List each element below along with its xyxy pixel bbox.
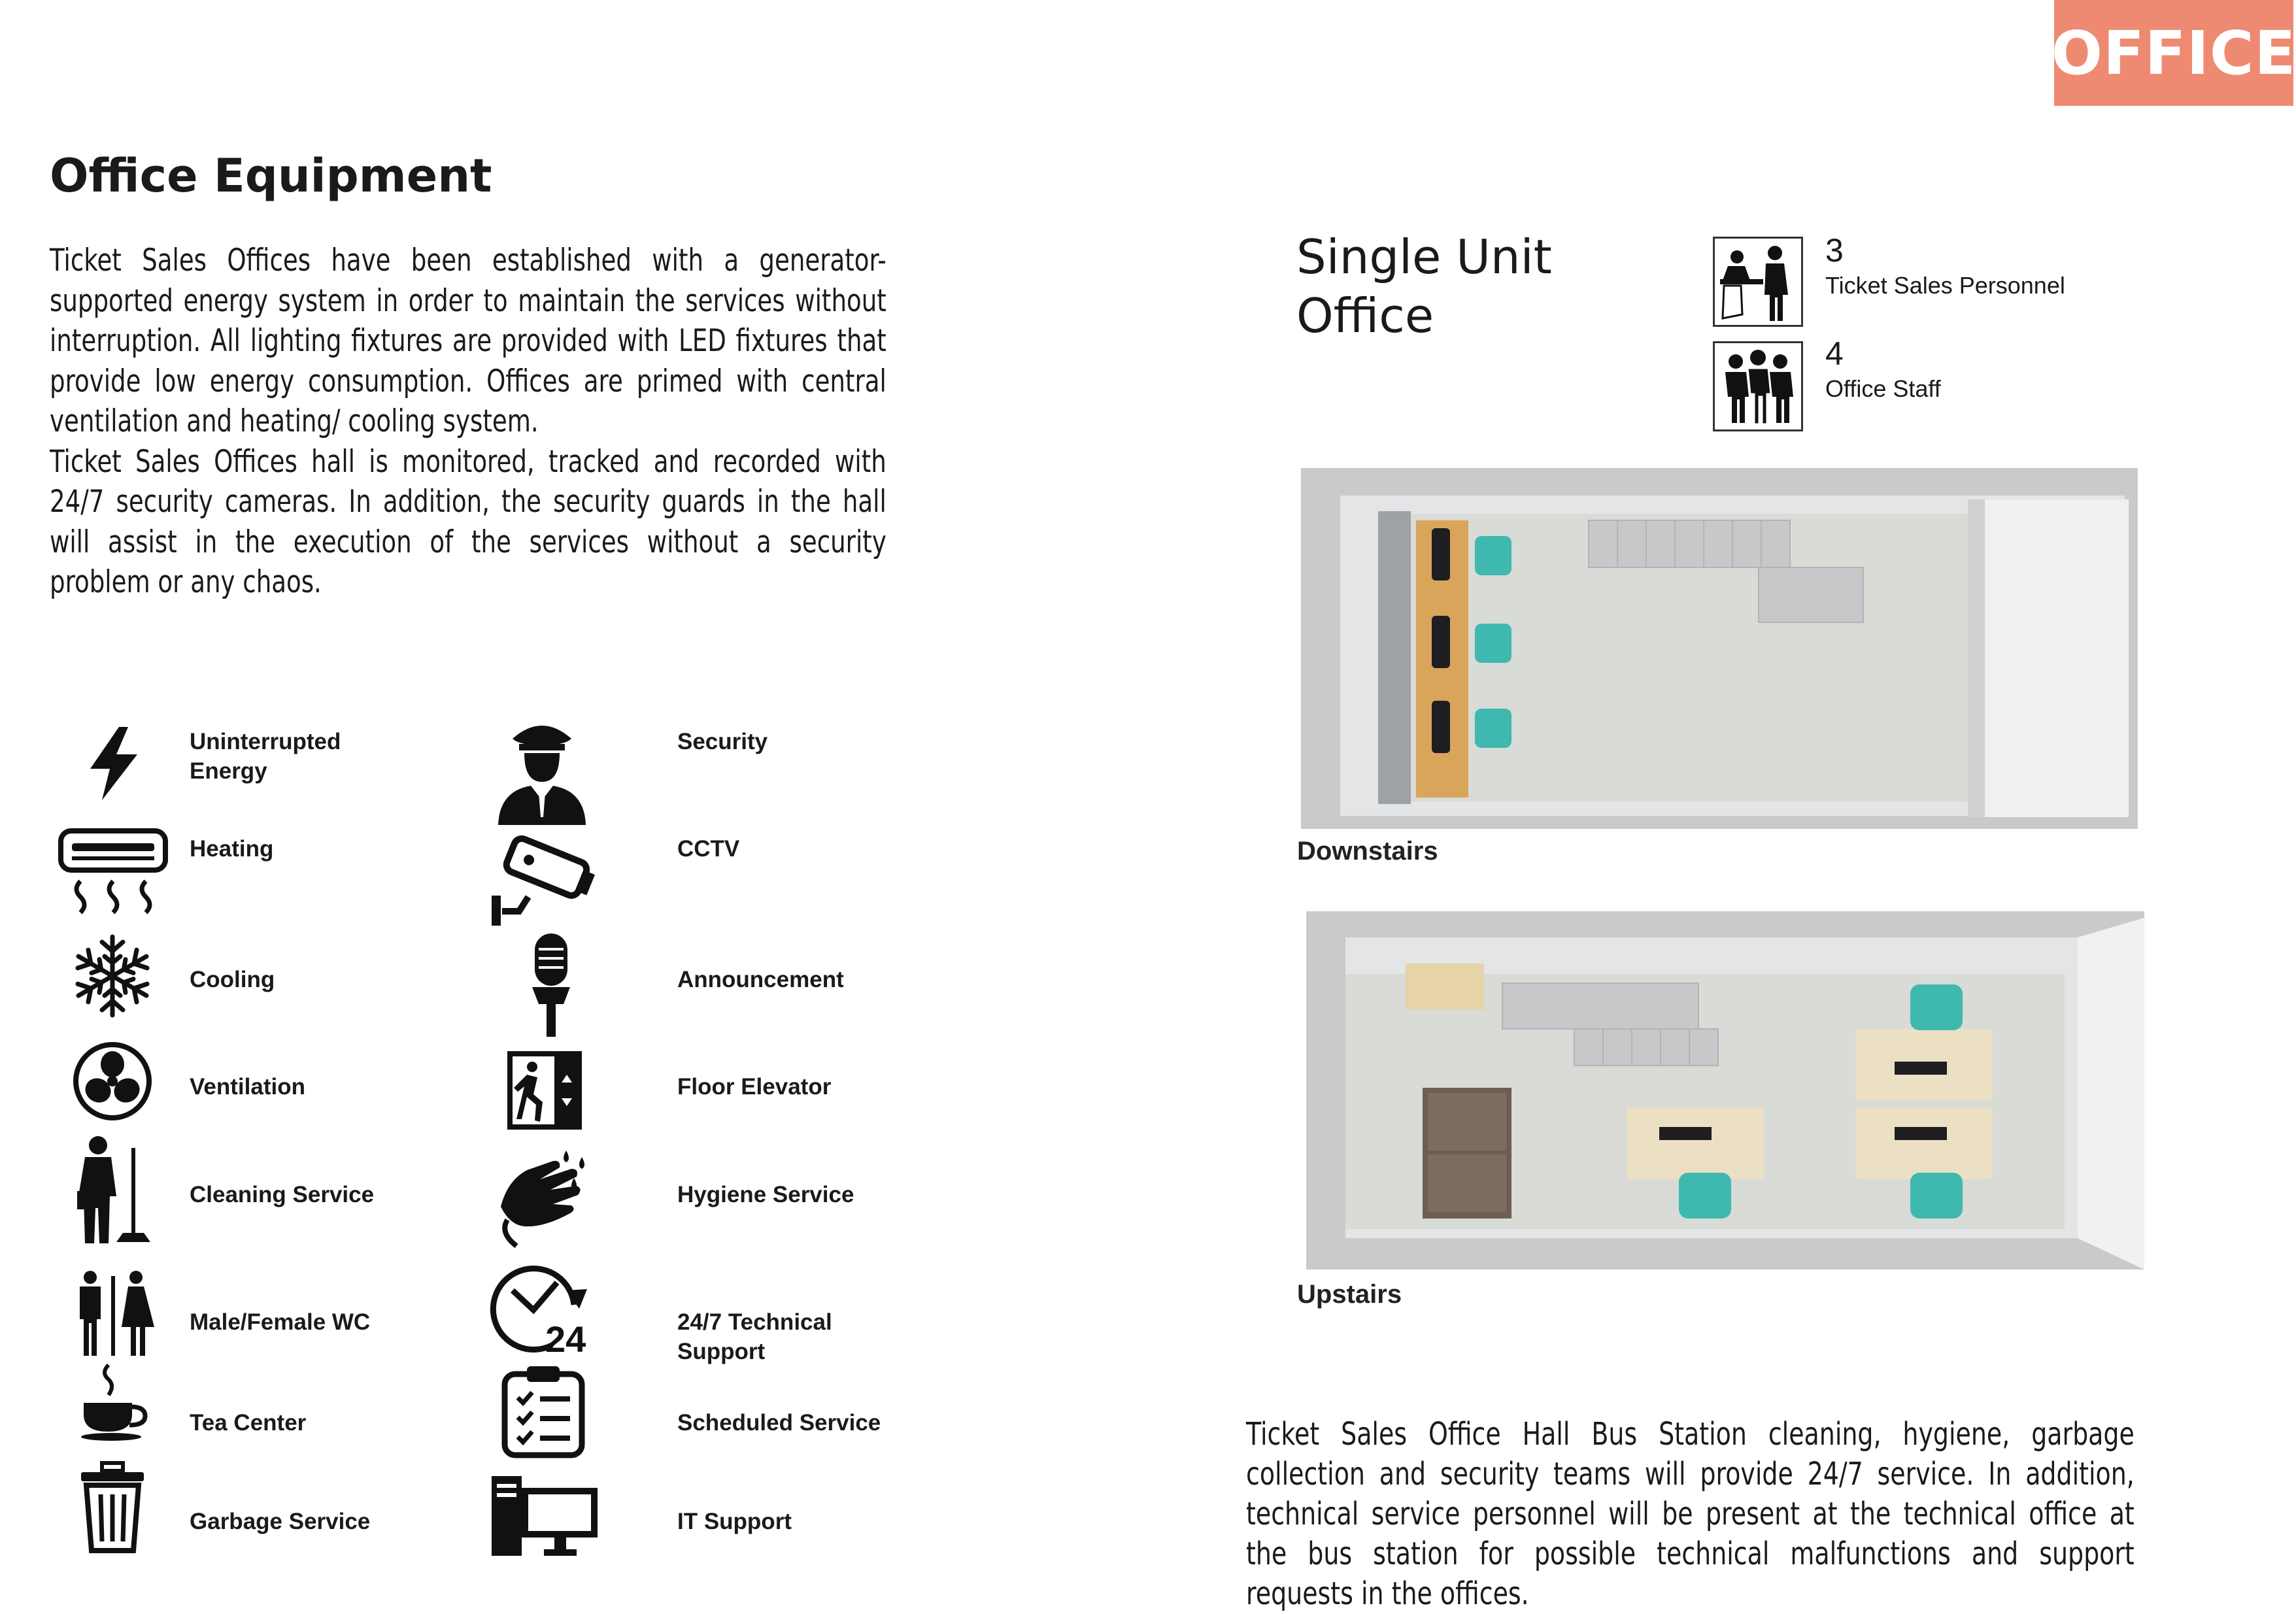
microphone-icon bbox=[523, 932, 578, 1038]
unit-title-line-2: Office bbox=[1296, 288, 1434, 343]
feature-label: CCTV bbox=[677, 836, 740, 862]
intro-paragraph-2: Ticket Sales Offices hall is monitored, tracked and recorded with 24/7 security cameras. In addition, the security guards in the hall will assist in the execution of the services without a security problem or any chaos. bbox=[50, 443, 886, 600]
feature-label: 24/7 Technical Support bbox=[677, 1309, 832, 1364]
downstairs-label: Downstairs bbox=[1297, 837, 1438, 866]
clipboard-icon bbox=[501, 1365, 586, 1458]
feature-label: Uninterrupted Energy bbox=[190, 729, 341, 784]
upstairs-floor-plan bbox=[1306, 911, 2144, 1269]
service-description: Ticket Sales Office Hall Bus Station cleaning, hygiene, garbage collection and security teams will provide 24/7 service. In addition, technical service personnel will be present at the technical office at the bus station for possible technical malfunctions and support requests in the offices. bbox=[1246, 1416, 2135, 1612]
feature-label: Cooling bbox=[190, 967, 275, 992]
security-guard-icon bbox=[493, 719, 591, 825]
feature-label: IT Support bbox=[677, 1509, 792, 1534]
feature-label: Announcement bbox=[677, 967, 844, 992]
snowflake-icon bbox=[72, 933, 153, 1018]
feature-label: Ventilation bbox=[190, 1074, 305, 1100]
fan-icon bbox=[72, 1041, 153, 1122]
cctv-camera-icon bbox=[489, 833, 599, 926]
feature-label: Scheduled Service bbox=[677, 1410, 881, 1436]
trash-icon bbox=[78, 1462, 146, 1553]
unit-title bbox=[1296, 227, 1623, 345]
hand-wash-icon bbox=[497, 1148, 594, 1250]
feature-label: Tea Center bbox=[190, 1410, 307, 1436]
intro-paragraph-1: Ticket Sales Offices have been established with a generator-supported energy system in order to maintain the services without interruption. All lighting fixtures are provided with LED fixtures that provide low energy consumption. Offices are primed with central ventilation and heating/ cooling system. bbox=[50, 243, 886, 439]
section-tag: OFFICE bbox=[2054, 0, 2293, 106]
feature-label: Security bbox=[677, 729, 768, 754]
clock-24-icon bbox=[489, 1256, 595, 1360]
office-staff-label: Office Staff bbox=[1825, 375, 1941, 402]
clock-badge-text: 24 bbox=[545, 1319, 586, 1360]
computer-icon bbox=[489, 1473, 599, 1558]
ticket-seller-icon bbox=[1713, 237, 1803, 327]
lightning-icon bbox=[85, 727, 141, 800]
feature-label: Floor Elevator bbox=[677, 1074, 832, 1100]
office-staff-count: 4 bbox=[1825, 335, 1844, 372]
ticket-personnel-label: Ticket Sales Personnel bbox=[1825, 272, 2065, 299]
downstairs-floor-plan bbox=[1301, 468, 2138, 829]
heater-icon bbox=[58, 828, 169, 914]
ticket-personnel-count: 3 bbox=[1825, 232, 1844, 269]
feature-label: Cleaning Service bbox=[190, 1182, 375, 1207]
tea-cup-icon bbox=[78, 1364, 149, 1442]
feature-label: Male/Female WC bbox=[190, 1309, 371, 1335]
feature-label: Garbage Service bbox=[190, 1509, 371, 1534]
upstairs-sofa bbox=[1423, 1088, 1511, 1219]
unit-title-line-1: Single Unit bbox=[1296, 229, 1552, 284]
page-title: Office Equipment bbox=[50, 149, 492, 203]
restroom-icon bbox=[73, 1271, 156, 1356]
janitor-icon bbox=[71, 1135, 156, 1245]
upstairs-label: Upstairs bbox=[1297, 1280, 1402, 1309]
feature-label: Heating bbox=[190, 836, 274, 862]
elevator-icon bbox=[507, 1051, 582, 1130]
intro-text bbox=[50, 241, 886, 603]
feature-label: Hygiene Service bbox=[677, 1182, 854, 1207]
group-staff-icon bbox=[1713, 341, 1803, 431]
